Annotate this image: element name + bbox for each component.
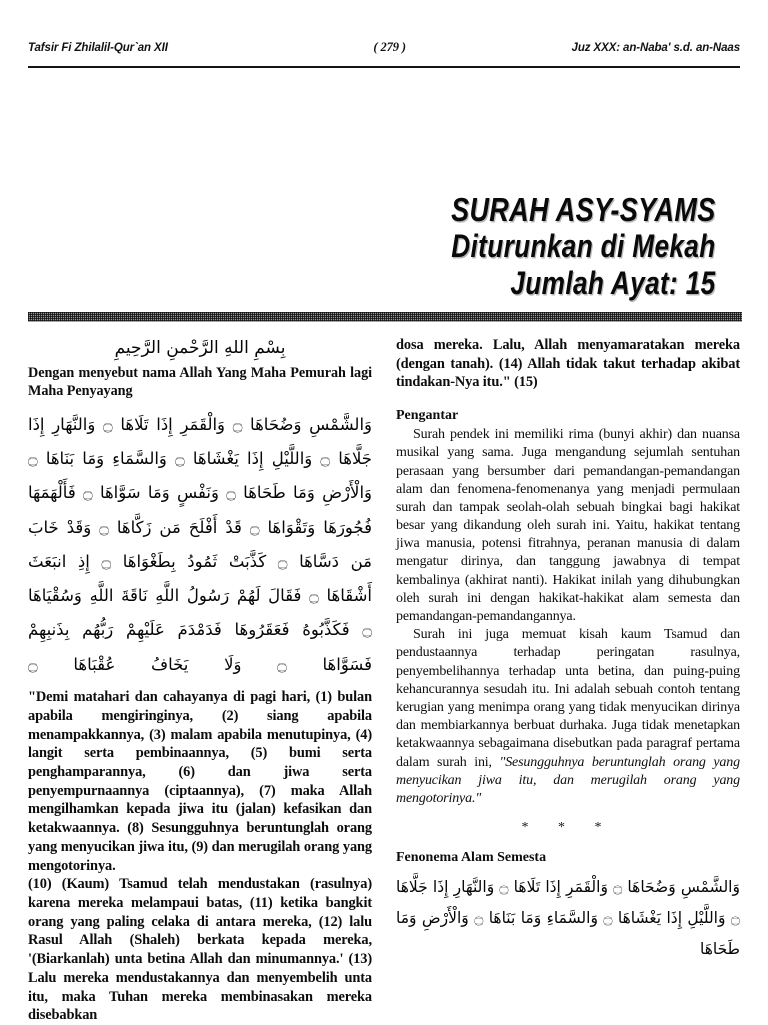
running-header xyxy=(28,40,740,66)
running-header-juz: Juz XXX: an-Naba' s.d. an-Naas xyxy=(571,42,740,54)
translation-part-1: "Demi matahari dan cahayanya di pagi hari, (1) bulan apabila mengiringinya, (2) siang apabila menampakkannya, (3) malam apabila menutupinya, (4) langit serta pembinaannya, (5) bumi serta penghamparannya, (6) dan jiwa serta penyempurnaannya (ciptaannya), (7) maka Allah mengilhamkan kepada jiwa itu (jalan) kefasikan dan ketakwaannya. (8) Sesungguhnya beruntunglah orang yang menyucikan jiwa itu, (9) dan merugilah orang yang mengotorinya. xyxy=(28,689,372,874)
surah-title: SURAH ASY-SYAMS xyxy=(451,191,716,228)
heading-pengantar: Pengantar xyxy=(396,408,459,424)
surah-title-block xyxy=(393,193,716,300)
left-column xyxy=(28,336,373,1024)
pengantar-paragraph-2-text: Surah ini juga memuat kisah kaum Tsamud dan pendustaannya terhadap peringatan rasulnya, penyembelihannya terhadap unta betina, dan puing-puing kehancurannya sesudah itu. Ini adalah sebuah contoh tentang kerugian yang menimpa orang yang tidak menyucikan dirinya dan membiarkannya berbuat durhaka. Juga tidak menetapkan ketakwaannya sebagaimana disebutkan pada paragraf pertama dalam surah ini, xyxy=(396,627,740,770)
surah-arabic-verses: وَالشَّمْسِ وَضُحَاهَا ۝ وَالْقَمَرِ إِذَا تَلَاهَا ۝ وَالنَّهَارِ إِذَا جَلَّاهَا ۝ وَاللَّيْلِ إِذَا يَغْشَاهَا ۝ وَالسَّمَاءِ وَمَا بَنَاهَا ۝ وَالْأَرْضِ وَمَا طَحَاهَا ۝ وَنَفْسٍ وَمَا سَوَّاهَا ۝ فَأَلْهَمَهَا فُجُورَهَا وَتَقْوَاهَا ۝ قَدْ أَفْلَحَ مَن زَكَّاهَا ۝ وَقَدْ خَابَ مَن دَسَّاهَا ۝ كَذَّبَتْ ثَمُودُ بِطَغْوَاهَا ۝ إِذِ انبَعَثَ أَشْقَاهَا ۝ فَقَالَ لَهُمْ رَسُولُ اللَّهِ نَاقَةَ اللَّهِ وَسُقْيَاهَا ۝ فَكَذَّبُوهُ فَعَقَرُوهَا فَدَمْدَمَ عَلَيْهِمْ رَبُّهُم بِذَنبِهِمْ فَسَوَّاهَا ۝ وَلَا يَخَافُ عُقْبَاهَا ۝ xyxy=(28,414,373,674)
bismillah-translation: Dengan menyebut nama Allah Yang Maha Pemurah lagi Maha Penyayang xyxy=(28,364,372,399)
pengantar-paragraph-2 xyxy=(396,626,740,808)
halftone-divider-shadow xyxy=(28,321,742,322)
running-header-row xyxy=(28,40,740,55)
heading-fenonema: Fenonema Alam Semesta xyxy=(396,850,547,866)
surah-arabic-verses-bottom: وَالشَّمْسِ وَضُحَاهَا ۝ وَالْقَمَرِ إِذَا تَلَاهَا ۝ وَالنَّهَارِ إِذَا جَلَّاهَا ۝ وَاللَّيْلِ إِذَا يَغْشَاهَا ۝ وَالسَّمَاءِ وَمَا بَنَاهَا ۝ وَالْأَرْضِ وَمَا طَحَاهَا xyxy=(396,878,740,959)
header-rule xyxy=(28,66,740,68)
surah-revelation-place: Diturunkan di Mekah xyxy=(451,228,716,265)
pengantar-paragraph-1: Surah pendek ini memiliki rima (bunyi akhir) dan nuansa musikal yang sama. Juga mengandung sejumlah sentuhan perasaan yang bersumber dari pemandangan-pemandangan alam dan fenomena-fenomenanya yang menjadi permulaan surah dan tampak seolah-olah sebuah bingkai bagi hakikat besar yang dikandung oleh surah ini. Yaitu, hakikat tentang jiwa manusia, potensi fitrahnya, peranan manusia di dalam mengatur dirinya, dan tanggung jawabnya di tempat kembalinya (akhirat nanti). Hakikat inilah yang dihubungkan oleh surah ini dengan hakikat-hakikat alam semesta dan pemandangan-pemandangannya. xyxy=(396,427,740,625)
translation-part-2: (10) (Kaum) Tsamud telah mendustakan (rasulnya) karena mereka melampaui batas, (11) ketika bangkit orang yang paling celaka di antara mereka, (12) lalu Rasul Allah (Shaleh) berkata kepada mereka, '(Biarkanlah) unta betina Allah dan minumannya.' (13) Lalu mereka mendustakannya dan menyembelih unta itu, maka Tuhan mereka membinasakan mereka disebabkan xyxy=(28,876,372,1024)
surah-verse-count: Jumlah Ayat: 15 xyxy=(510,264,716,301)
translation-continued: dosa mereka. Lalu, Allah menyamaratakan mereka (dengan tanah). (14) Allah tidak takut terhadap akibat tindakan-Nya itu." (15) xyxy=(396,337,740,391)
running-header-book-title: Tafsir Fi Zhilalil-Qur`an XII xyxy=(28,42,168,54)
asterisk-divider: * * * xyxy=(521,820,615,836)
right-column xyxy=(396,336,740,1006)
halftone-divider xyxy=(28,312,742,321)
body-columns xyxy=(28,336,742,1024)
pengantar-paragraph-2-quote: "Sesungguhnya beruntunglah orang yang menyucikan jiwa itu, dan merugilah orang yang mengotorinya." xyxy=(396,754,740,806)
page-number: ( 279 ) xyxy=(373,40,406,54)
bismillah-arabic: بِسْمِ اللهِ الرَّحْمنِ الرَّحِيمِ xyxy=(114,338,286,358)
